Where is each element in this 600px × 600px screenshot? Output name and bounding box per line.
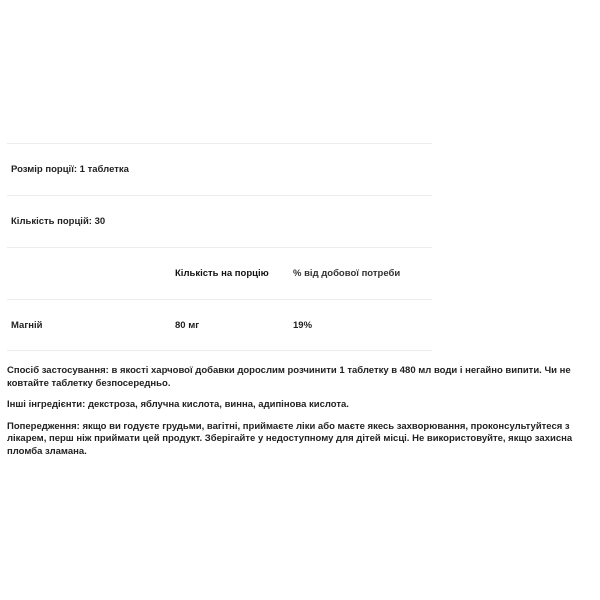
servings-count-label: Кількість порцій: 30 [11,216,106,227]
nutrient-daily-value: 19% [293,320,313,331]
other-ingredients: Інші інгредієнти: декстроза, яблучна кислота, винна, адипінова кислота. [7,399,349,410]
header-daily-value: % від добової потреби [293,268,401,279]
supplement-facts-table [7,143,432,351]
table-header-row [7,247,432,299]
nutrient-name: Магній [11,320,43,331]
serving-size-row [7,143,432,195]
nutrient-amount: 80 мг [175,320,200,331]
usage-instructions: Спосіб застосування: в якості харчової добавки дорослим розчинити 1 таблетку в 480 мл води і негайно випити. Чи не ковтайте таблетку безпосередньо. [7,365,571,389]
servings-count-row [7,195,432,247]
header-amount-per-serving: Кількість на порцію [175,268,269,279]
product-notes [7,365,597,467]
warning-text: Попередження: якщо ви годуєте грудьми, вагітні, приймаєте ліки або маєте якесь захворювання, проконсультуйтеся з лікарем, перш ніж приймати цей продукт. Зберігайте у недоступному для дітей місці. Не використовуйте, якщо захисна пломба зламана. [7,420,573,457]
table-row [7,299,432,351]
serving-size-label: Розмір порції: 1 таблетка [11,164,129,175]
